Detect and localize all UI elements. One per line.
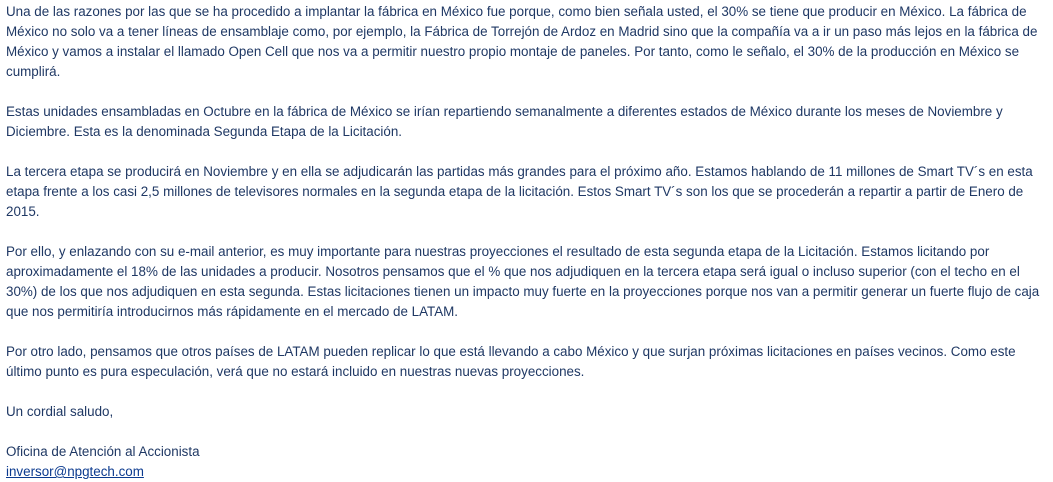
paragraph-latam: Por otro lado, pensamos que otros países de LATAM pueden replicar lo que está llevando a cabo México y que surjan próximas licitaciones en países vecinos. Como este último punto es pura especulación, verá que no estará incluido en nuestras nuevas proyecciones. (6, 344, 1016, 379)
paragraph-second-stage: Estas unidades ensambladas en Octubre en la fábrica de México se irían repartiendo semanalmente a diferentes estados de México durante los meses de Noviembre y Diciembre. Esta es la denominada Segunda Etapa de la Licitación. (6, 104, 1003, 139)
paragraph-factory-mexico: Una de las razones por las que se ha procedido a implantar la fábrica en México fue porque, como bien señala usted, el 30% se tiene que producir en México. La fábrica de México no solo va a tener líneas de ensamblaje como, por ejemplo, la Fábrica de Torrejón de Ardoz en Madrid sino que la compañía va a ir un paso más lejos en la fábrica de México y vamos a instalar el llamado Open Cell que nos va a permitir nuestro propio montaje de paneles. Por tanto, como le señalo, el 30% de la producción en México se cumplirá. (6, 4, 1038, 79)
paragraph-projections: Por ello, y enlazando con su e-mail anterior, es muy importante para nuestras proyecciones el resultado de esta segunda etapa de la Licitación. Estamos licitando por aproximadamente el 18% de las unidades a producir. Nosotros pensamos que el % que nos adjudiquen en la tercera etapa será igual o incluso superior (con el techo en el 30%) de los que nos adjudiquen en esta segunda. Estas licitaciones tienen un impacto muy fuerte en la proyecciones porque nos van a permitir generar un fuerte flujo de caja que nos permitiría introducirnos más rápidamente en el mercado de LATAM. (6, 244, 1040, 319)
email-body (6, 2, 1049, 482)
signature-email-link[interactable]: inversor@npgtech.com (6, 464, 144, 479)
closing-greeting: Un cordial saludo, (6, 404, 114, 419)
paragraph-third-stage: La tercera etapa se producirá en Noviembre y en ella se adjudicarán las partidas más grandes para el próximo año. Estamos hablando de 11 millones de Smart TV´s en esta etapa frente a los casi 2,5 millones de televisores normales en la segunda etapa de la licitación. Estos Smart TV´s son los que se procederán a repartir a partir de Enero de 2015. (6, 164, 1033, 219)
signature-block (6, 442, 1049, 482)
signature-name: Oficina de Atención al Accionista (6, 444, 200, 459)
